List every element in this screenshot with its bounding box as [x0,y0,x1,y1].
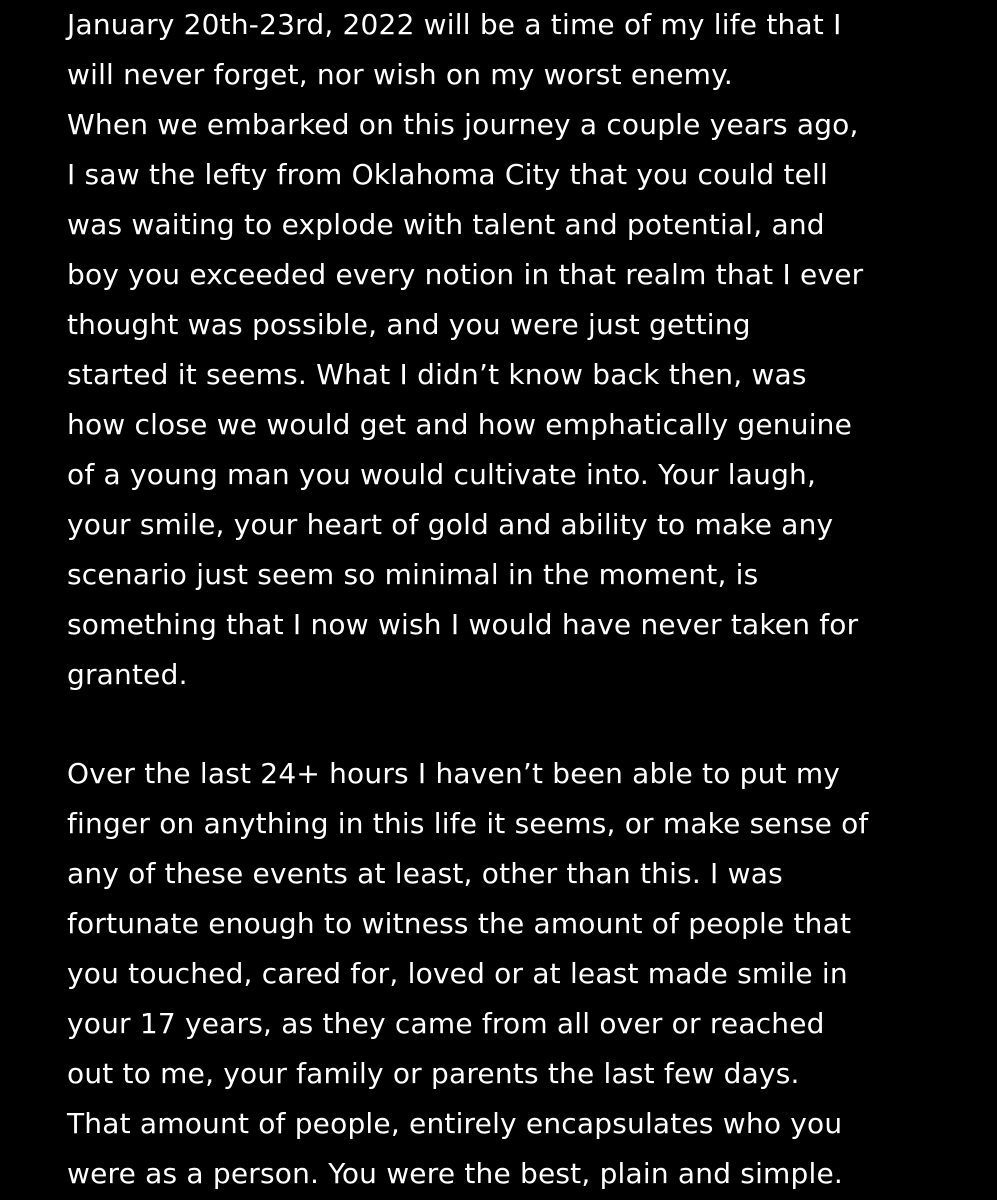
paragraph-1 [67,0,967,700]
text-line: I saw the lefty from Oklahoma City that you could tell [67,158,829,191]
text-line: boy you exceeded every notion in that realm that I ever [67,258,864,291]
text-line: something that I now wish I would have never taken for [67,608,859,641]
text-line: will never forget, nor wish on my worst enemy. [67,58,733,91]
text-line: started it seems. What I didn’t know back then, was [67,358,807,391]
text-line: you touched, cared for, loved or at least made smile in [67,957,848,990]
text-line: thought was possible, and you were just getting [67,308,751,341]
text-line: any of these events at least, other than this. I was [67,857,783,890]
text-line: was waiting to explode with talent and potential, and [67,208,825,241]
text-line: scenario just seem so minimal in the moment, is [67,558,759,591]
text-line: your smile, your heart of gold and ability to make any [67,508,834,541]
text-line: finger on anything in this life it seems, or make sense of [67,807,869,840]
text-line: fortunate enough to witness the amount of people that [67,907,852,940]
text-line: granted. [67,658,188,691]
text-line: That amount of people, entirely encapsulates who you [67,1107,843,1140]
text-line: When we embarked on this journey a couple years ago, [67,108,859,141]
paragraph-gap [67,700,967,749]
text-line: your 17 years, as they came from all over or reached [67,1007,825,1040]
text-line: out to me, your family or parents the last few days. [67,1057,800,1090]
text-line: were as a person. You were the best, plain and simple. [67,1157,844,1190]
paragraph-2 [67,749,967,1199]
text-line: how close we would get and how emphatically genuine [67,408,853,441]
text-line: Over the last 24+ hours I haven’t been able to put my [67,757,841,790]
text-line: January 20th-23rd, 2022 will be a time of my life that I [67,8,842,41]
text-line: of a young man you would cultivate into. Your laugh, [67,458,817,491]
note-text [67,0,967,1199]
